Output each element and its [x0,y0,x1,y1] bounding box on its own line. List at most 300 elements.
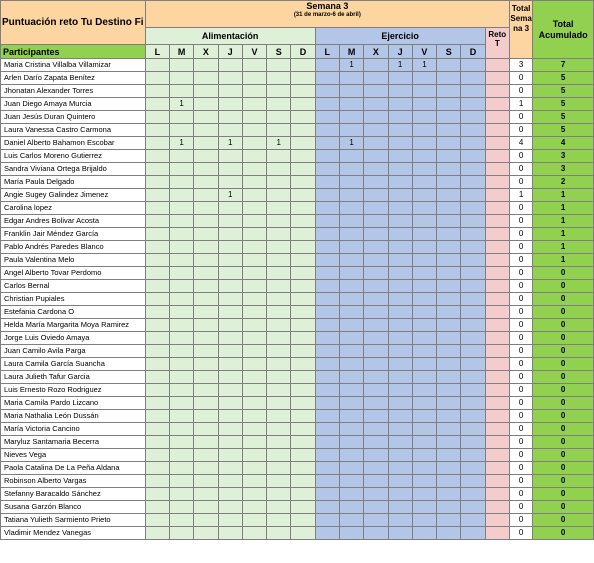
ejercicio-cell[interactable] [437,488,461,501]
ejercicio-cell[interactable] [388,293,412,306]
alimentacion-cell[interactable] [169,280,193,293]
alimentacion-cell[interactable] [267,254,291,267]
ejercicio-cell[interactable] [388,254,412,267]
reto-cell[interactable] [485,267,509,280]
ejercicio-cell[interactable] [315,59,339,72]
alimentacion-cell[interactable] [145,475,169,488]
ejercicio-cell[interactable] [388,371,412,384]
alimentacion-cell[interactable] [267,267,291,280]
alimentacion-cell[interactable] [218,475,242,488]
alimentacion-cell[interactable] [145,501,169,514]
ejercicio-cell[interactable] [364,228,388,241]
ejercicio-cell[interactable] [364,111,388,124]
ejercicio-cell[interactable] [364,293,388,306]
alimentacion-cell[interactable] [242,423,266,436]
alimentacion-cell[interactable] [194,176,218,189]
alimentacion-cell[interactable]: 1 [169,137,193,150]
alimentacion-cell[interactable] [194,280,218,293]
total-acumulado-cell[interactable]: 0 [533,475,594,488]
total-acumulado-cell[interactable]: 0 [533,345,594,358]
ejercicio-cell[interactable] [388,449,412,462]
alimentacion-cell[interactable] [169,72,193,85]
ejercicio-cell[interactable] [437,163,461,176]
alimentacion-cell[interactable] [267,423,291,436]
alimentacion-cell[interactable] [242,72,266,85]
ejercicio-cell[interactable] [461,423,485,436]
ejercicio-cell[interactable] [437,254,461,267]
alimentacion-cell[interactable] [169,111,193,124]
participant-name-cell[interactable]: Angie Sugey Galindez Jimenez [1,189,146,202]
ejercicio-cell[interactable] [461,124,485,137]
alimentacion-cell[interactable] [242,371,266,384]
alimentacion-cell[interactable] [291,449,315,462]
ejercicio-cell[interactable] [388,306,412,319]
ejercicio-cell[interactable] [461,293,485,306]
ejercicio-cell[interactable] [339,488,363,501]
alimentacion-cell[interactable] [218,163,242,176]
alimentacion-cell[interactable] [169,215,193,228]
alimentacion-cell[interactable] [291,423,315,436]
total-acumulado-cell[interactable]: 0 [533,449,594,462]
ejercicio-cell[interactable] [461,241,485,254]
alimentacion-cell[interactable] [145,202,169,215]
ejercicio-cell[interactable] [412,137,436,150]
ejercicio-cell[interactable] [315,488,339,501]
alimentacion-cell[interactable] [242,59,266,72]
ejercicio-cell[interactable] [461,189,485,202]
ejercicio-cell[interactable] [364,488,388,501]
reto-cell[interactable] [485,59,509,72]
alimentacion-cell[interactable] [194,72,218,85]
ejercicio-cell[interactable] [339,267,363,280]
ejercicio-cell[interactable] [412,501,436,514]
ejercicio-cell[interactable] [315,514,339,527]
total-acumulado-cell[interactable]: 1 [533,215,594,228]
alimentacion-cell[interactable] [291,371,315,384]
alimentacion-cell[interactable] [194,124,218,137]
alimentacion-cell[interactable] [145,449,169,462]
alimentacion-cell[interactable] [242,202,266,215]
alimentacion-cell[interactable] [291,163,315,176]
total-acumulado-cell[interactable]: 3 [533,150,594,163]
alimentacion-cell[interactable] [242,163,266,176]
total-semana-cell[interactable]: 0 [509,345,532,358]
alimentacion-cell[interactable] [194,384,218,397]
alimentacion-cell[interactable] [218,124,242,137]
alimentacion-cell[interactable] [169,423,193,436]
alimentacion-cell[interactable] [169,254,193,267]
alimentacion-cell[interactable] [242,410,266,423]
ejercicio-cell[interactable] [315,332,339,345]
reto-cell[interactable] [485,85,509,98]
total-semana-cell[interactable]: 0 [509,319,532,332]
alimentacion-day-header[interactable]: X [194,45,218,59]
alimentacion-cell[interactable] [145,111,169,124]
total-acumulado-cell[interactable]: 3 [533,163,594,176]
ejercicio-cell[interactable] [437,410,461,423]
ejercicio-cell[interactable] [339,241,363,254]
ejercicio-cell[interactable] [339,72,363,85]
ejercicio-cell[interactable] [388,98,412,111]
ejercicio-cell[interactable] [412,345,436,358]
ejercicio-cell[interactable] [388,111,412,124]
ejercicio-cell[interactable] [412,85,436,98]
total-semana-cell[interactable]: 3 [509,59,532,72]
ejercicio-cell[interactable] [412,332,436,345]
total-semana-cell[interactable]: 0 [509,150,532,163]
ejercicio-cell[interactable] [461,345,485,358]
alimentacion-cell[interactable] [145,293,169,306]
alimentacion-cell[interactable] [218,449,242,462]
ejercicio-cell[interactable] [388,475,412,488]
alimentacion-cell[interactable] [242,189,266,202]
alimentacion-cell[interactable] [145,332,169,345]
total-acumulado-header[interactable]: Total Acumulado [533,1,594,59]
ejercicio-cell[interactable] [315,215,339,228]
alimentacion-cell[interactable] [267,228,291,241]
ejercicio-cell[interactable] [364,332,388,345]
ejercicio-cell[interactable] [315,449,339,462]
alimentacion-cell[interactable] [218,241,242,254]
alimentacion-cell[interactable] [242,332,266,345]
alimentacion-cell[interactable] [194,85,218,98]
alimentacion-cell[interactable] [169,85,193,98]
alimentacion-cell[interactable] [194,462,218,475]
ejercicio-cell[interactable] [388,228,412,241]
participant-name-cell[interactable]: Juan Camilo Avila Parga [1,345,146,358]
total-acumulado-cell[interactable]: 5 [533,124,594,137]
alimentacion-cell[interactable] [291,345,315,358]
alimentacion-cell[interactable] [169,436,193,449]
ejercicio-cell[interactable] [388,319,412,332]
alimentacion-cell[interactable] [145,228,169,241]
ejercicio-cell[interactable] [437,332,461,345]
alimentacion-cell[interactable] [242,241,266,254]
reto-cell[interactable] [485,475,509,488]
total-semana-cell[interactable]: 0 [509,514,532,527]
alimentacion-cell[interactable] [194,332,218,345]
ejercicio-cell[interactable] [388,410,412,423]
ejercicio-cell[interactable] [412,384,436,397]
total-acumulado-cell[interactable]: 0 [533,280,594,293]
ejercicio-cell[interactable] [388,514,412,527]
reto-cell[interactable] [485,332,509,345]
ejercicio-cell[interactable] [388,397,412,410]
alimentacion-cell[interactable] [267,202,291,215]
ejercicio-cell[interactable] [437,228,461,241]
ejercicio-cell[interactable] [412,241,436,254]
alimentacion-cell[interactable] [291,228,315,241]
ejercicio-cell[interactable] [412,397,436,410]
alimentacion-cell[interactable] [218,462,242,475]
ejercicio-cell[interactable] [339,345,363,358]
ejercicio-cell[interactable] [437,85,461,98]
reto-cell[interactable] [485,488,509,501]
alimentacion-cell[interactable] [194,59,218,72]
alimentacion-cell[interactable] [145,163,169,176]
alimentacion-cell[interactable] [242,449,266,462]
ejercicio-cell[interactable] [364,449,388,462]
ejercicio-cell[interactable] [339,150,363,163]
ejercicio-cell[interactable] [388,215,412,228]
alimentacion-cell[interactable] [218,254,242,267]
total-acumulado-cell[interactable]: 1 [533,189,594,202]
alimentacion-cell[interactable] [169,488,193,501]
ejercicio-header[interactable]: Ejercicio [315,28,485,45]
ejercicio-cell[interactable] [339,423,363,436]
ejercicio-cell[interactable] [437,449,461,462]
alimentacion-cell[interactable] [291,475,315,488]
ejercicio-cell[interactable] [339,293,363,306]
alimentacion-cell[interactable] [169,124,193,137]
ejercicio-cell[interactable] [412,514,436,527]
ejercicio-cell[interactable] [412,176,436,189]
alimentacion-cell[interactable] [267,176,291,189]
week-header[interactable] [145,1,509,28]
ejercicio-cell[interactable] [364,150,388,163]
alimentacion-cell[interactable] [194,501,218,514]
alimentacion-cell[interactable] [194,371,218,384]
participant-name-cell[interactable]: Carlos Bernal [1,280,146,293]
total-semana-cell[interactable]: 4 [509,137,532,150]
participant-name-cell[interactable]: Vladimir Mendez Vanegas [1,527,146,540]
alimentacion-cell[interactable] [145,85,169,98]
sheet-title[interactable]: Puntuación reto Tu Destino Fi [1,1,146,45]
total-semana-cell[interactable]: 1 [509,98,532,111]
alimentacion-cell[interactable] [267,124,291,137]
reto-cell[interactable] [485,449,509,462]
alimentacion-cell[interactable] [169,241,193,254]
alimentacion-cell[interactable] [242,98,266,111]
participant-name-cell[interactable]: Maria Cristina Villalba Villamizar [1,59,146,72]
ejercicio-cell[interactable] [364,462,388,475]
alimentacion-cell[interactable] [169,397,193,410]
alimentacion-cell[interactable] [145,488,169,501]
alimentacion-cell[interactable] [194,254,218,267]
total-semana-cell[interactable]: 0 [509,176,532,189]
total-semana-cell[interactable]: 0 [509,267,532,280]
ejercicio-cell[interactable] [315,527,339,540]
total-semana-cell[interactable]: 0 [509,293,532,306]
ejercicio-cell[interactable] [412,254,436,267]
alimentacion-cell[interactable] [291,527,315,540]
ejercicio-cell[interactable] [315,423,339,436]
alimentacion-cell[interactable] [267,150,291,163]
ejercicio-cell[interactable] [412,449,436,462]
alimentacion-cell[interactable] [194,410,218,423]
alimentacion-cell[interactable] [242,124,266,137]
alimentacion-cell[interactable] [194,475,218,488]
alimentacion-cell[interactable] [291,397,315,410]
alimentacion-cell[interactable] [218,345,242,358]
alimentacion-cell[interactable] [291,306,315,319]
ejercicio-cell[interactable] [412,436,436,449]
total-acumulado-cell[interactable]: 0 [533,358,594,371]
alimentacion-cell[interactable] [242,319,266,332]
ejercicio-cell[interactable] [461,358,485,371]
reto-cell[interactable] [485,241,509,254]
alimentacion-cell[interactable] [242,85,266,98]
ejercicio-cell[interactable] [364,254,388,267]
alimentacion-cell[interactable] [194,358,218,371]
ejercicio-cell[interactable] [388,150,412,163]
ejercicio-cell[interactable] [437,280,461,293]
ejercicio-cell[interactable] [461,85,485,98]
alimentacion-cell[interactable] [218,293,242,306]
alimentacion-cell[interactable] [194,215,218,228]
ejercicio-cell[interactable] [315,462,339,475]
alimentacion-cell[interactable] [267,306,291,319]
alimentacion-cell[interactable] [267,332,291,345]
alimentacion-cell[interactable] [242,267,266,280]
reto-cell[interactable] [485,306,509,319]
alimentacion-cell[interactable] [169,475,193,488]
alimentacion-cell[interactable] [267,462,291,475]
total-acumulado-cell[interactable]: 0 [533,423,594,436]
participant-name-cell[interactable]: Luis Carlos Moreno Gutierrez [1,150,146,163]
ejercicio-day-header[interactable]: M [339,45,363,59]
alimentacion-cell[interactable] [291,137,315,150]
total-semana-cell[interactable]: 0 [509,384,532,397]
ejercicio-cell[interactable] [339,254,363,267]
alimentacion-cell[interactable] [218,384,242,397]
alimentacion-cell[interactable] [218,72,242,85]
alimentacion-cell[interactable] [267,449,291,462]
total-acumulado-cell[interactable]: 0 [533,306,594,319]
alimentacion-cell[interactable] [267,410,291,423]
ejercicio-cell[interactable] [461,371,485,384]
reto-cell[interactable] [485,384,509,397]
reto-cell[interactable] [485,228,509,241]
ejercicio-cell[interactable] [388,488,412,501]
alimentacion-cell[interactable] [291,410,315,423]
alimentacion-cell[interactable] [291,514,315,527]
alimentacion-cell[interactable] [267,501,291,514]
ejercicio-cell[interactable] [364,215,388,228]
alimentacion-cell[interactable] [291,111,315,124]
alimentacion-cell[interactable] [242,436,266,449]
alimentacion-cell[interactable] [267,280,291,293]
ejercicio-cell[interactable] [437,319,461,332]
alimentacion-cell[interactable] [169,202,193,215]
participant-name-cell[interactable]: Susana Garzón Blanco [1,501,146,514]
alimentacion-cell[interactable] [242,397,266,410]
ejercicio-day-header[interactable]: V [412,45,436,59]
total-acumulado-cell[interactable]: 0 [533,462,594,475]
alimentacion-cell[interactable] [194,488,218,501]
alimentacion-cell[interactable] [194,397,218,410]
reto-cell[interactable] [485,215,509,228]
ejercicio-cell[interactable] [437,150,461,163]
ejercicio-cell[interactable] [461,397,485,410]
ejercicio-cell[interactable] [388,137,412,150]
alimentacion-cell[interactable] [145,98,169,111]
ejercicio-cell[interactable] [412,475,436,488]
alimentacion-cell[interactable] [169,371,193,384]
alimentacion-cell[interactable]: 1 [218,189,242,202]
alimentacion-cell[interactable] [218,85,242,98]
alimentacion-cell[interactable] [291,176,315,189]
reto-cell[interactable] [485,462,509,475]
total-acumulado-cell[interactable]: 0 [533,384,594,397]
reto-cell[interactable] [485,371,509,384]
total-semana-cell[interactable]: 0 [509,371,532,384]
ejercicio-cell[interactable] [364,436,388,449]
alimentacion-cell[interactable] [145,527,169,540]
ejercicio-cell[interactable] [461,72,485,85]
reto-cell[interactable] [485,124,509,137]
ejercicio-cell[interactable] [412,189,436,202]
ejercicio-cell[interactable] [364,410,388,423]
alimentacion-cell[interactable] [267,384,291,397]
participant-name-cell[interactable]: Tatiana Yulieth Sarmiento Prieto [1,514,146,527]
total-semana-cell[interactable]: 0 [509,254,532,267]
alimentacion-cell[interactable] [267,436,291,449]
ejercicio-cell[interactable] [315,98,339,111]
participant-name-cell[interactable]: María Victoria Cancino [1,423,146,436]
ejercicio-cell[interactable] [339,410,363,423]
ejercicio-cell[interactable] [364,267,388,280]
alimentacion-cell[interactable] [291,358,315,371]
alimentacion-cell[interactable] [194,319,218,332]
ejercicio-cell[interactable] [412,423,436,436]
total-semana-cell[interactable]: 0 [509,111,532,124]
participant-name-cell[interactable]: Maryluz Santamaria Becerra [1,436,146,449]
ejercicio-cell[interactable] [412,527,436,540]
alimentacion-cell[interactable]: 1 [267,137,291,150]
alimentacion-cell[interactable] [145,423,169,436]
reto-cell[interactable] [485,72,509,85]
alimentacion-cell[interactable] [218,306,242,319]
ejercicio-cell[interactable] [364,176,388,189]
ejercicio-cell[interactable] [461,306,485,319]
ejercicio-cell[interactable] [461,475,485,488]
alimentacion-cell[interactable] [218,202,242,215]
ejercicio-cell[interactable] [461,137,485,150]
participant-name-cell[interactable]: Stefanny Baracaldo Sánchez [1,488,146,501]
alimentacion-cell[interactable] [194,189,218,202]
ejercicio-cell[interactable]: 1 [339,137,363,150]
reto-cell[interactable] [485,163,509,176]
ejercicio-cell[interactable]: 1 [388,59,412,72]
ejercicio-cell[interactable] [388,189,412,202]
ejercicio-cell[interactable] [339,462,363,475]
ejercicio-cell[interactable] [437,241,461,254]
participant-name-cell[interactable]: Estefania Cardona O [1,306,146,319]
alimentacion-cell[interactable] [291,436,315,449]
ejercicio-cell[interactable] [339,436,363,449]
participant-name-cell[interactable]: Luis Ernesto Rozo Rodriguez [1,384,146,397]
alimentacion-cell[interactable] [291,488,315,501]
alimentacion-cell[interactable] [194,267,218,280]
alimentacion-cell[interactable] [291,293,315,306]
ejercicio-cell[interactable] [412,202,436,215]
ejercicio-cell[interactable] [412,228,436,241]
ejercicio-cell[interactable] [315,72,339,85]
alimentacion-cell[interactable] [194,436,218,449]
ejercicio-cell[interactable] [437,137,461,150]
ejercicio-cell[interactable] [315,280,339,293]
ejercicio-cell[interactable] [437,306,461,319]
ejercicio-cell[interactable] [315,371,339,384]
total-acumulado-cell[interactable]: 0 [533,501,594,514]
alimentacion-cell[interactable] [145,410,169,423]
ejercicio-cell[interactable] [412,215,436,228]
ejercicio-cell[interactable] [315,358,339,371]
alimentacion-cell[interactable] [169,358,193,371]
reto-header[interactable]: Reto T [485,28,509,59]
alimentacion-cell[interactable] [169,449,193,462]
